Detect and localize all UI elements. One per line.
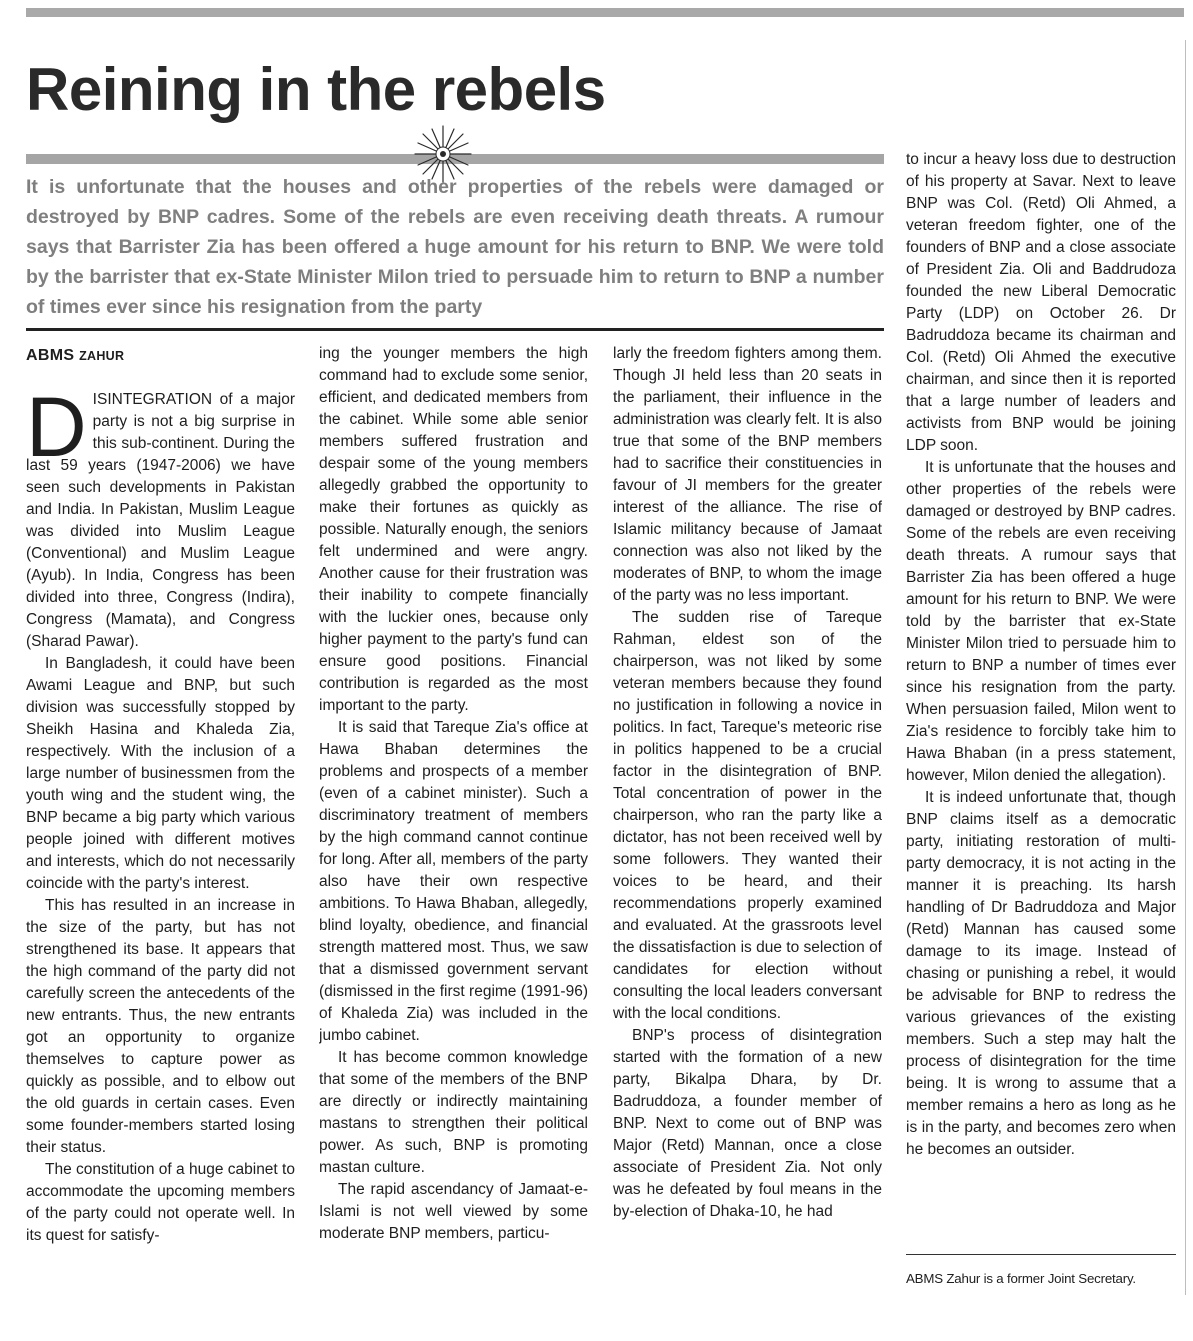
column-1	[26, 389, 295, 1293]
byline-last: ZAHUR	[79, 349, 125, 363]
paragraph: ISINTEGRATION of a major party is not a big surprise in this sub-continent. During the last 59 years (1947-2006) we have seen such developments in Pakistan and India. In Pakistan, Muslim League was divided into Muslim League (Conventional) and Muslim League (Ayub). In India, Congress has been divided into three, Congress (Indira), Congress (Mamata), and Congress (Sharad Pawar).	[26, 391, 295, 650]
author-footnote: ABMS Zahur is a former Joint Secretary.	[906, 1271, 1136, 1286]
deck-rule-bottom	[26, 328, 884, 331]
paragraph: This has resulted in an increase in the size of the party, but has not strengthened its base. It appears that the high command of the party did not carefully screen the antecedents of the new entrants. Thus, the new entrants got an opportunity to organize themselves to capture power as quickly as possible, and to elbow out the old guards in certain cases. Even some founder-members started losing their status.	[26, 897, 295, 1156]
paragraph: It has become common knowledge that some of the members of the BNP are directly or indirectly maintaining mastans to strengthen their political power. As such, BNP is promoting mastan culture.	[319, 1049, 588, 1176]
byline	[26, 345, 124, 367]
column-2	[319, 343, 588, 1293]
paragraph: It is unfortunate that the houses and other properties of the rebels were damaged or destroyed by BNP cadres. Some of the rebels are even receiving death threats. A rumour says that Barrister Zia has been offered a huge amount for his return to BNP. We were told by the barrister that ex-State Minister Milon tried to persuade him to return to BNP a number of times ever since his resignation from the party. When persuasion failed, Milon went to Zia's residence to forcibly take him to Hawa Bhaban (in a press statement, however, Milon denied the allegation).	[906, 459, 1176, 784]
paragraph: In Bangladesh, it could have been Awami League and BNP, but such division was successfully stopped by Sheikh Hasina and Khaleda Zia, respectively. With the inclusion of a large number of businessmen from the youth wing and the student wing, the BNP became a big party which various people joined with different motives and interests, which do not necessarily coincide with the party's interest.	[26, 655, 295, 892]
drop-cap: D	[26, 389, 87, 474]
column-3	[613, 343, 882, 1293]
paragraph: The sudden rise of Tareque Rahman, eldest son of the chairperson, was not liked by some veteran members because they found no justification in following a novice in politics. In fact, Tareque's meteoric rise in politics happened to be a crucial factor in the disintegration of BNP. Total concentration of power in the chairperson, who ran the party like a dictator, has not been received well by some followers. They wanted their voices to be heard, and their recommendations properly examined and evaluated. At the grassroots level the dissatisfaction is due to selection of candidates for election without consulting the local leaders conversant with the local conditions.	[613, 609, 882, 1022]
paragraph: to incur a heavy loss due to destruction of his property at Savar. Next to leave BNP was Col. (Retd) Oli Ahmed, a veteran freedom fighter, one of the founders of BNP and a close associate of President Zia. Oli and Baddrudoza founded the new Liberal Democratic Party (LDP) on October 26. Dr Badruddoza became its chairman and Col. (Retd) Oli Ahmed the executive chairman, and since then it is reported that a large number of leaders and activists from BNP would be joining LDP soon.	[906, 151, 1176, 454]
page-edge	[1185, 40, 1186, 1295]
paragraph: It is said that Tareque Zia's office at Hawa Bhaban determines the problems and prospects of a member (even of a cabinet minister). Such a discriminatory treatment of members by the high command cannot continue for long. After all, members of the party also have their own respective ambitions. To Hawa Bhaban, allegedly, blind loyalty, obedience, and financial strength mattered most. Thus, we saw that a dismissed government servant (dismissed in the first regime (1991-96) of Khaleda Zia) was included in the jumbo cabinet.	[319, 719, 588, 1044]
paragraph: It is indeed unfortunate that, though BNP claims itself as a democratic party, initiating restoration of multi-party democracy, it is not acting in the manner it is preaching. Its harsh handling of Dr Badruddoza and Major (Retd) Mannan has caused some damage to its image. Instead of chasing or punishing a rebel, it would be advisable for BNP to redress the various grievances of the existing members. Such a step may halt the process of disintegration for the time being. It is wrong to assume that a member remains a hero as long as he is in the party, and becomes zero when he becomes an outsider.	[906, 789, 1176, 1158]
top-rule	[26, 8, 1184, 17]
paragraph: ing the younger members the high command had to exclude some senior, efficient, and dedicated members from the cabinet. While some able senior members suffered frustration and despair some of the young members allegedly grabbed the opportunity to make their fortunes as quickly as possible. Naturally enough, the seniors felt undermined and were angry. Another cause for their frustration was their inability to compete financially with the luckier ones, because only higher payment to the party's fund can ensure good positions. Financial contribution is regarded as the most important to the party.	[319, 345, 588, 714]
column-4	[906, 149, 1176, 1249]
byline-first: ABMS	[26, 347, 80, 364]
paragraph: larly the freedom fighters among them. Though JI held less than 20 seats in the parliament, their influence in the administration was clearly felt. It is also true that some of the BNP members had to sacrifice their constituencies in favour of JI members for the greater interest of the alliance. The rise of Islamic militancy because of Jamaat connection was also not liked by the moderates of BNP, to whom the image of the party was no less important.	[613, 345, 882, 604]
deck-summary: It is unfortunate that the houses and other properties of the rebels were damaged or destroyed by BNP cadres. Some of the rebels are even receiving death threats. A rumour says that Barrister Zia has been offered a huge amount for his return to BNP. We were told by the barrister that ex-State Minister Milon tried to persuade him to return to BNP a number of times ever since his resignation from the party	[26, 176, 884, 318]
paragraph: BNP's process of disintegration started with the formation of a new party, Bikalpa Dhara, by Dr. Badruddoza, a founder member of BNP. Next to come out of BNP was Major (Retd) Mannan, once a close associate of President Zia. Not only was he defeated by foul means in the by-election of Dhaka-10, he had	[613, 1027, 882, 1220]
paragraph: The rapid ascendancy of Jamaat-e-Islami is not well viewed by some moderate BNP members, particu-	[319, 1181, 588, 1242]
headline: Reining in the rebels	[26, 56, 606, 123]
paragraph: The constitution of a huge cabinet to accommodate the upcoming members of the party could not operate well. In its quest for satisfy-	[26, 1161, 295, 1244]
footnote-rule	[906, 1254, 1176, 1255]
